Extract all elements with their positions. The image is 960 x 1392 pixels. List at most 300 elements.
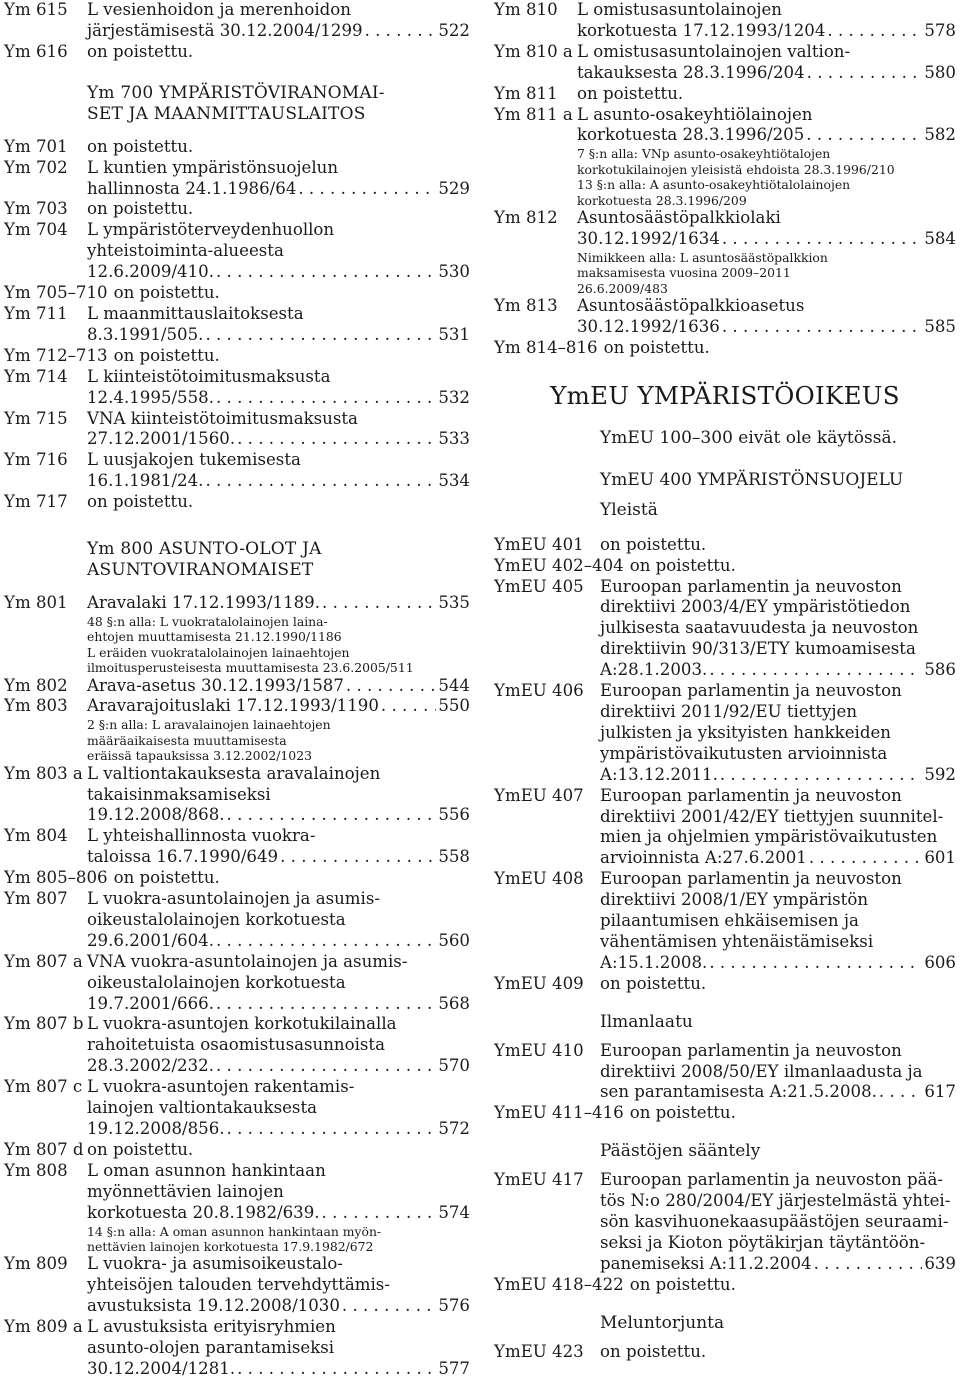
entry-line: direktiivi 2008/1/EY ympäristön: [600, 890, 869, 910]
entry-line: VNA kiinteistötoimitusmaksusta: [87, 408, 358, 428]
dot-leader: [807, 63, 923, 84]
dot-leader: [322, 593, 436, 614]
page-number[interactable]: 568: [438, 993, 470, 1013]
entry-line: L vuokra- ja asumisoikeustalo-: [87, 1254, 343, 1274]
page-number[interactable]: 556: [438, 805, 470, 825]
right-column: [494, 0, 956, 1363]
entry-last-line: [87, 179, 470, 200]
index-entry: [494, 42, 956, 84]
note-line: ehtojen muuttamisesta 21.12.1990/1186: [87, 629, 342, 645]
dot-leader: [237, 1359, 436, 1380]
entry-last-line: [600, 1254, 956, 1275]
entry-line: Euroopan parlamentin ja neuvoston: [600, 576, 902, 596]
dot-leader: [280, 847, 436, 868]
page-number[interactable]: 574: [438, 1202, 470, 1222]
entry-line: direktiivi 2001/42/EY tiettyjen suunnitel-: [600, 806, 944, 826]
entry-text: [600, 974, 956, 995]
page-number[interactable]: 582: [924, 125, 956, 145]
page-number[interactable]: 533: [438, 429, 470, 449]
entry-code: Ym 809 a: [4, 1317, 83, 1337]
entry-code: Ym 703: [4, 199, 68, 219]
entry-line: Asuntosäästöpalkkiolaki: [577, 207, 781, 227]
entry-line: rahoitetuista osaomistusasunnoista: [87, 1035, 385, 1055]
entry-last-line: [600, 1082, 956, 1103]
index-entry: [494, 0, 956, 42]
entry-line: pilaantumisen ehkäisemisen ja: [600, 911, 859, 931]
page-number[interactable]: 578: [924, 20, 956, 40]
dot-leader: [814, 1254, 923, 1275]
entry-text: [87, 593, 470, 614]
page-number[interactable]: 592: [924, 764, 956, 784]
entry-text: [600, 1041, 956, 1104]
entry-text: [87, 199, 470, 220]
page-number[interactable]: 535: [438, 593, 470, 613]
entry-title-end: 19.12.2008/856.: [87, 1119, 225, 1138]
entry-last-line: [577, 125, 956, 146]
entry-code: YmEU 407: [494, 785, 584, 805]
entry-line: L vuokra-asuntojen korkotukilainalla: [87, 1014, 397, 1034]
entry-text: [577, 208, 956, 250]
note-line: Nimikkeen alla: L asuntosäästöpalkkion: [577, 249, 828, 265]
entry-title-end: panemiseksi A:11.2.2004: [600, 1253, 812, 1273]
entry-line: L omistusasuntolainojen: [577, 0, 782, 19]
dot-leader: [216, 1056, 436, 1077]
entry-text: [87, 492, 470, 513]
note-line: 2 §:n alla: L aravalainojen lainaehtojen: [87, 717, 331, 733]
note-line: L eräiden vuokratalolainojen lainaehtojen: [87, 644, 350, 660]
page-number[interactable]: 585: [924, 316, 956, 336]
sub-note: [577, 146, 956, 208]
index-entry: [4, 158, 470, 200]
entry-text: [87, 1140, 470, 1161]
dot-leader: [227, 1119, 437, 1140]
dot-leader: [346, 676, 436, 697]
note-line: 26.6.2009/483: [577, 280, 668, 296]
index-entry: [4, 492, 470, 513]
entry-code: Ym 811 a: [494, 104, 573, 124]
entry-title-end: A:15.1.2008.: [600, 952, 708, 972]
entry-text: [600, 869, 956, 974]
index-entry: [494, 681, 956, 786]
entry-last-line: [600, 953, 956, 974]
entry-text: [600, 535, 956, 556]
entry-last-line: [577, 63, 956, 84]
dot-leader: [806, 125, 922, 146]
entry-title-end: järjestämisestä 30.12.2004/1299: [87, 20, 363, 40]
entry-line: Asuntosäästöpalkkioasetus: [577, 296, 805, 315]
entry-code: Ym 807 c: [4, 1077, 83, 1097]
entry-code: Ym 702: [4, 157, 68, 177]
entry-code: Ym 716: [4, 450, 68, 470]
entry-last-line: [577, 229, 956, 250]
entry-text: on poistettu.: [113, 283, 220, 303]
dot-leader: [322, 1203, 437, 1224]
index-entry: [4, 764, 470, 827]
entry-code: YmEU 409: [494, 973, 584, 993]
entry-last-line: [577, 21, 956, 42]
index-entry: [4, 1140, 470, 1161]
entry-text: [87, 304, 470, 346]
entry-line: Euroopan parlamentin ja neuvoston: [600, 785, 902, 805]
entry-code: Ym 807 d: [4, 1139, 84, 1159]
entry-text: [87, 220, 470, 283]
entry-code: YmEU 418–422: [494, 1274, 624, 1294]
entry-line: Euroopan parlamentin ja neuvoston: [600, 869, 902, 889]
entry-code: Ym 808: [4, 1160, 68, 1180]
entry-line: L vuokra-asuntojen rakentamis-: [87, 1077, 355, 1097]
index-entry: [4, 826, 470, 868]
entry-title-end: on poistettu.: [87, 41, 194, 61]
index-entry-range: [4, 283, 470, 304]
entry-code: Ym 712–713: [4, 345, 108, 365]
index-entry: [494, 296, 956, 338]
entry-text: [87, 137, 470, 158]
entry-title-end: on poistettu.: [600, 1341, 707, 1361]
entry-code: Ym 807 a: [4, 951, 83, 971]
page-number[interactable]: 550: [438, 696, 470, 716]
entry-title-end: hallinnosta 24.1.1986/64: [87, 178, 297, 198]
dot-leader: [205, 325, 436, 346]
entry-line: ympäristövaikutusten arvioinnista: [600, 743, 888, 763]
entry-text: [87, 409, 470, 451]
entry-title-end: 16.1.1981/24.: [87, 471, 204, 491]
entry-text: on poistettu.: [629, 555, 736, 575]
entry-line: direktiivi 2008/50/EY ilmanlaadusta ja: [600, 1061, 923, 1081]
index-entry: [494, 208, 956, 250]
dot-leader: [381, 696, 436, 717]
entry-last-line: [87, 1140, 470, 1161]
note-line: ilmoitusperusteisesta muuttamisesta 23.6.2005/511: [87, 660, 414, 676]
entry-code: Ym 804: [4, 826, 68, 846]
index-entry: [4, 42, 470, 63]
index-entry: [4, 220, 470, 283]
entry-title-end: on poistettu.: [87, 136, 194, 156]
index-entry: [4, 304, 470, 346]
index-entry-range: [4, 868, 470, 889]
entry-last-line: [577, 317, 956, 338]
entry-line: mien ja ohjelmien ympäristövaikutusten: [600, 827, 938, 847]
entry-title-end: sen parantamisesta A:21.5.2008.: [600, 1082, 877, 1102]
entry-code: Ym 812: [494, 207, 558, 227]
entry-code: Ym 717: [4, 492, 68, 512]
entry-code: YmEU 402–404: [494, 555, 624, 575]
entry-text: [87, 158, 470, 200]
entry-title-end: 8.3.1991/505.: [87, 324, 204, 344]
entry-line: L yhteishallinnosta vuokra-: [87, 826, 316, 846]
entry-title-end: 30.12.1992/1636: [577, 316, 720, 336]
entry-text: [87, 367, 470, 409]
dot-leader: [722, 229, 922, 250]
entry-last-line: [87, 492, 470, 513]
entry-line: yhteisöjen talouden tervehdyttämis-: [87, 1275, 390, 1295]
entry-title-end: 12.4.1995/558.: [87, 387, 214, 407]
entry-last-line: [87, 1359, 470, 1380]
entry-last-line: [600, 974, 956, 995]
heading-line: Ym 800 ASUNTO-OLOT JA: [87, 539, 322, 560]
entry-title-end: 27.12.2001/1560.: [87, 429, 236, 449]
entry-line: tös N:o 280/2004/EY järjestelmästä yhtei-: [600, 1191, 951, 1211]
index-entry: [4, 676, 470, 697]
entry-code: Ym 807: [4, 889, 68, 909]
entry-last-line: [600, 1342, 956, 1363]
entry-line: takaisinmaksamiseksi: [87, 784, 271, 804]
entry-title-end: korkotuesta 20.8.1982/639.: [87, 1202, 320, 1222]
entry-last-line: [600, 765, 956, 786]
entry-text: [87, 696, 470, 717]
entry-code: YmEU 411–416: [494, 1103, 624, 1123]
entry-last-line: [87, 696, 470, 717]
entry-code: Ym 803: [4, 696, 68, 716]
entry-text: on poistettu.: [113, 345, 220, 365]
index-entry: [4, 137, 470, 158]
page-number[interactable]: 532: [438, 387, 470, 407]
entry-title-end: 12.6.2009/410.: [87, 262, 214, 282]
page-number[interactable]: 558: [438, 847, 470, 867]
entry-last-line: [600, 535, 956, 556]
entry-line: Euroopan parlamentin ja neuvoston: [600, 681, 902, 701]
entry-code: Ym 805–806: [4, 868, 108, 888]
page-number[interactable]: 522: [438, 20, 470, 40]
dot-leader: [809, 848, 922, 869]
heading-line: SET JA MAANMITTAUSLAITOS: [87, 103, 366, 124]
page-number[interactable]: 530: [438, 262, 470, 282]
entry-title-end: 19.12.2008/868.: [87, 805, 225, 825]
entry-title-end: takauksesta 28.3.1996/204: [577, 62, 805, 82]
note-line: 48 §:n alla: L vuokratalolainojen laina-: [87, 613, 328, 629]
entry-line: L vuokra-asuntolainojen ja asumis-: [87, 889, 380, 909]
entry-line: L oman asunnon hankintaan: [87, 1160, 326, 1180]
page-number[interactable]: 570: [438, 1056, 470, 1076]
dot-leader: [216, 931, 436, 952]
page-number[interactable]: 577: [438, 1358, 470, 1378]
index-entry: [4, 1317, 470, 1380]
entry-line: myönnettävien lainojen: [87, 1181, 284, 1201]
entry-code: Ym 811: [494, 83, 558, 103]
entry-title-end: A:28.1.2003.: [600, 660, 708, 680]
page-number[interactable]: 586: [924, 660, 956, 680]
index-entry: [4, 1077, 470, 1140]
page-number[interactable]: 560: [438, 930, 470, 950]
entry-last-line: [87, 676, 470, 697]
entry-line: lainojen valtiontakauksesta: [87, 1098, 318, 1118]
index-entry: [494, 577, 956, 682]
entry-text: [87, 764, 470, 827]
entry-title-end: Aravalaki 17.12.1993/1189.: [87, 593, 321, 613]
entry-line: L asunto-osakeyhtiölainojen: [577, 104, 813, 124]
entry-text: [87, 826, 470, 868]
entry-last-line: [87, 931, 470, 952]
entry-title-end: on poistettu.: [87, 492, 194, 512]
index-entry-range: [494, 1275, 956, 1296]
entry-last-line: [87, 262, 470, 283]
note-line: korkotukilainojen yleisistä ehdoista 28.3.1996/210: [577, 161, 895, 177]
entry-text: [87, 1254, 470, 1317]
note-line: maksamisesta vuosina 2009–2011: [577, 265, 791, 281]
dot-leader: [216, 262, 436, 283]
entry-last-line: [577, 84, 956, 105]
index-entry: [4, 199, 470, 220]
entry-text: [87, 42, 470, 63]
entry-line: L vesienhoidon ja merenhoidon: [87, 0, 351, 19]
entry-code: YmEU 405: [494, 576, 584, 596]
section-heading: [87, 539, 470, 581]
entry-line: vähentämisen yhtenäistämiseksi: [600, 931, 874, 951]
dot-leader: [709, 953, 922, 974]
index-entry: [494, 1342, 956, 1363]
entry-title-end: on poistettu.: [600, 534, 707, 554]
entry-title-end: arvioinnista A:27.6.2001: [600, 848, 807, 868]
left-column: [4, 0, 470, 1380]
page-number[interactable]: 606: [924, 952, 956, 972]
entry-last-line: [87, 994, 470, 1015]
entry-line: L omistusasuntolainojen valtion-: [577, 41, 851, 61]
sub-note: [577, 250, 956, 296]
entry-text: [600, 577, 956, 682]
entry-line: direktiivin 90/313/ETY kumoamisesta: [600, 639, 916, 659]
entry-line: julkisten ja yksityisten hankkeiden: [600, 722, 891, 742]
topic-subheading: Meluntorjunta: [600, 1312, 725, 1333]
entry-line: L valtiontakauksesta aravalainojen: [87, 763, 381, 783]
dot-leader: [722, 317, 922, 338]
entry-code: Ym 704: [4, 220, 68, 240]
chapter-title: YmEU YMPÄRISTÖOIKEUS: [550, 380, 900, 410]
note-line: 7 §:n alla: VNp asunto-osakeyhtiötalojen: [577, 146, 831, 162]
note-line: määräaikaisesta muuttamisesta: [87, 732, 287, 748]
entry-title-end: korkotuesta 17.12.1993/1204: [577, 20, 826, 40]
entry-line: direktiivi 2011/92/EU tiettyjen: [600, 701, 858, 721]
entry-code: Ym 705–710: [4, 283, 108, 303]
entry-line: direktiivi 2003/4/EY ympäristötiedon: [600, 597, 911, 617]
entry-text: [87, 952, 470, 1015]
index-entry: [494, 535, 956, 556]
entry-last-line: [87, 137, 470, 158]
index-entry: [4, 1161, 470, 1224]
entry-line: julkisesta saatavuudesta ja neuvoston: [600, 618, 919, 638]
index-entry: [4, 696, 470, 717]
index-entry-range: [494, 556, 956, 577]
index-entry: [4, 0, 470, 42]
entry-text: [577, 42, 956, 84]
entry-title-end: korkotuesta 28.3.1996/205: [577, 125, 805, 145]
entry-code: YmEU 406: [494, 681, 584, 701]
index-entry: [494, 84, 956, 105]
index-entry: [494, 1041, 956, 1104]
note-line: nettävien lainojen korkotuesta 17.9.1982/672: [87, 1238, 374, 1254]
sub-note: [87, 717, 470, 763]
dot-leader: [216, 388, 436, 409]
index-entry: [4, 367, 470, 409]
page-number[interactable]: 531: [438, 324, 470, 344]
entry-text: [600, 786, 956, 870]
topic-subheading: Päästöjen sääntely: [600, 1141, 761, 1162]
page-number[interactable]: 584: [924, 228, 956, 248]
entry-code: Ym 701: [4, 136, 68, 156]
dot-leader: [827, 21, 922, 42]
entry-line: Euroopan parlamentin ja neuvoston: [600, 1040, 902, 1060]
dot-leader: [365, 21, 437, 42]
entry-line: oikeustalolainojen korkotuesta: [87, 972, 346, 992]
entry-title-end: 28.3.2002/232.: [87, 1056, 214, 1076]
entry-line: sön kasvihuonekaasupäästöjen seuraami-: [600, 1212, 949, 1232]
entry-code: YmEU 410: [494, 1040, 584, 1060]
entry-title-end: 19.7.2001/666.: [87, 993, 214, 1013]
section-heading: [87, 83, 470, 125]
entry-text: [87, 1014, 470, 1077]
page-number[interactable]: 544: [438, 675, 470, 695]
entry-line: L maanmittauslaitoksesta: [87, 303, 304, 323]
entry-text: [87, 450, 470, 492]
entry-text: [87, 0, 470, 42]
page-number[interactable]: 572: [438, 1119, 470, 1138]
index-entry: [494, 1170, 956, 1275]
entry-line: asunto-olojen parantamiseksi: [87, 1337, 335, 1357]
entry-last-line: [87, 1203, 470, 1224]
entry-text: on poistettu.: [629, 1103, 736, 1123]
entry-code: Ym 615: [4, 0, 68, 19]
entry-line: seksi ja Kioton pöytäkirjan täytäntöön-: [600, 1233, 926, 1252]
entry-title-end: Arava-asetus 30.12.1993/1587: [87, 675, 344, 695]
entry-text: [87, 1317, 470, 1380]
entry-code: Ym 809: [4, 1254, 68, 1274]
index-entry: [494, 786, 956, 870]
dot-leader: [342, 1296, 436, 1317]
entry-code: Ym 803 a: [4, 763, 83, 783]
entry-code: Ym 801: [4, 593, 68, 613]
note-line: eräissä tapauksissa 3.12.2002/1023: [87, 748, 312, 764]
entry-line: Euroopan parlamentin ja neuvoston pää-: [600, 1170, 944, 1190]
entry-last-line: [87, 847, 470, 868]
entry-text: [600, 681, 956, 786]
entry-code: YmEU 423: [494, 1341, 584, 1361]
entry-title-end: avustuksista 19.12.2008/1030: [87, 1296, 340, 1316]
index-entry: [4, 889, 470, 952]
entry-last-line: [87, 1296, 470, 1317]
index-entry: [494, 105, 956, 147]
index-entry: [4, 952, 470, 1015]
topic-subheading: Ilmanlaatu: [600, 1011, 693, 1032]
entry-code: Ym 616: [4, 41, 68, 61]
entry-code: Ym 714: [4, 366, 68, 386]
page-number[interactable]: 601: [924, 848, 956, 868]
entry-text: [577, 105, 956, 147]
page-number[interactable]: 534: [438, 471, 470, 491]
entry-title-end: 30.12.1992/1634: [577, 228, 720, 248]
sub-note: [87, 1224, 470, 1255]
entry-text: on poistettu.: [603, 337, 710, 357]
entry-last-line: [87, 805, 470, 826]
chapter-subheading: YmEU 400 YMPÄRISTÖNSUOJELU: [600, 469, 904, 490]
entry-line: VNA vuokra-asuntolainojen ja asumis-: [87, 951, 408, 971]
page-number[interactable]: 617: [924, 1082, 956, 1102]
entry-code: Ym 715: [4, 408, 68, 428]
entry-text: on poistettu.: [113, 868, 220, 888]
entry-text: [87, 889, 470, 952]
entry-text: [577, 296, 956, 338]
page-number[interactable]: 529: [438, 178, 470, 198]
heading-line: Ym 700 YMPÄRISTÖVIRANOMAI-: [87, 82, 385, 103]
sub-note: [87, 614, 470, 676]
entry-last-line: [600, 660, 956, 681]
page-number[interactable]: 639: [924, 1253, 956, 1273]
note-line: 13 §:n alla: A asunto-osakeyhtiötalolainojen: [577, 177, 851, 193]
page-number[interactable]: 580: [924, 62, 956, 82]
entry-last-line: [87, 593, 470, 614]
dot-leader: [227, 805, 437, 826]
entry-last-line: [87, 388, 470, 409]
entry-title-end: Aravarajoituslaki 17.12.1993/1190: [87, 696, 379, 716]
entry-last-line: [87, 471, 470, 492]
page-number[interactable]: 576: [438, 1296, 470, 1316]
